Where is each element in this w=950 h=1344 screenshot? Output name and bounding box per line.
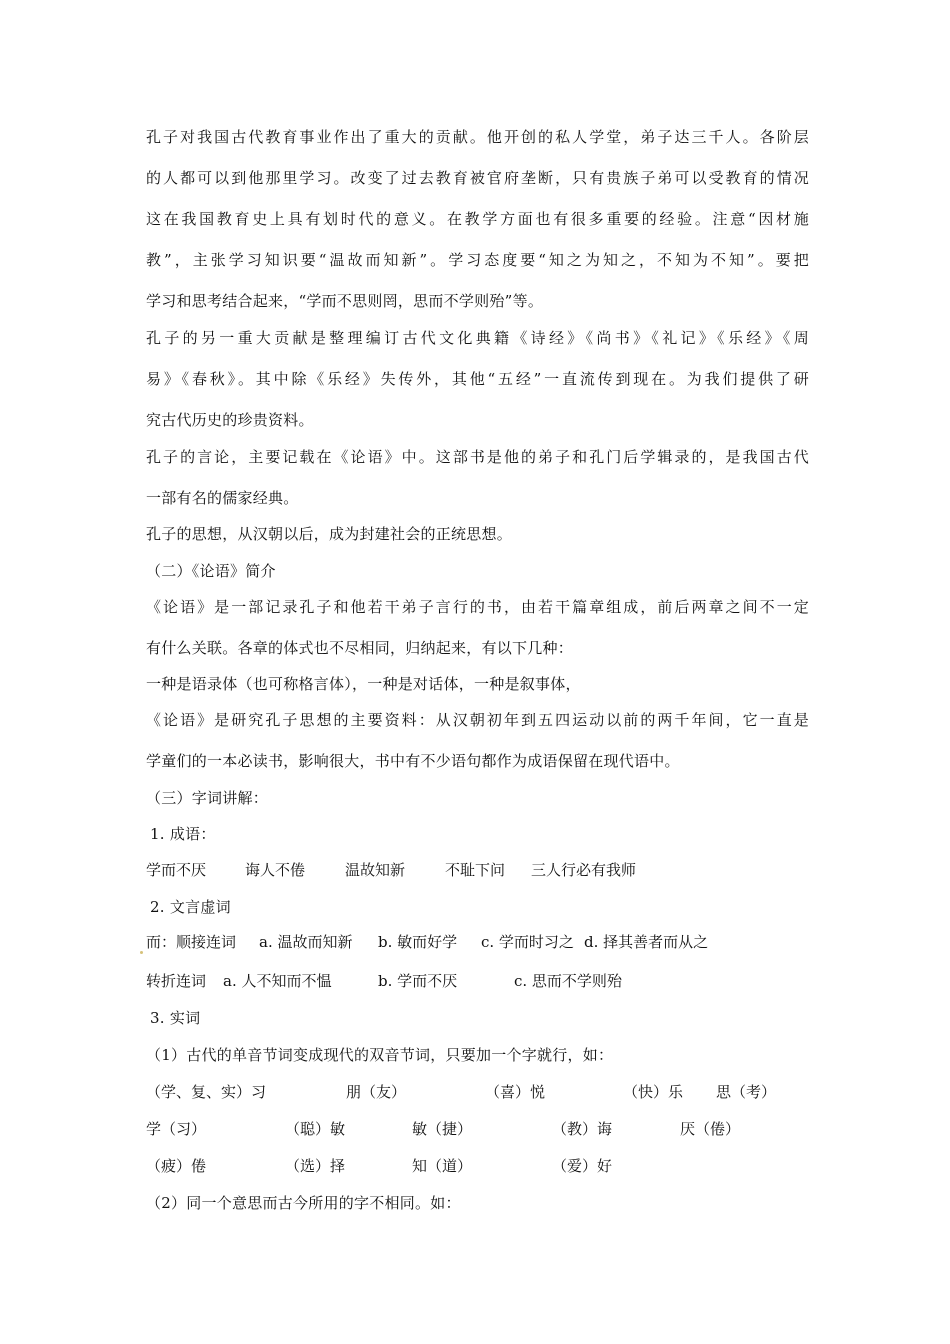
xuci-lead: 而：顺接连词: [146, 933, 237, 951]
subsection-heading: 1. 成语：: [150, 825, 216, 843]
paragraph-line: 学习和思考结合起来，“学而不思则罔，思而不学则殆”等。: [146, 292, 544, 310]
xuci-example: c. 学而时习之: [481, 933, 574, 951]
paragraph-line: 的人都可以到他那里学习。改变了过去教育被官府垄断，只有贵族子弟可以受教育的情况: [146, 169, 809, 187]
idiom: 诲人不倦: [245, 861, 306, 879]
word-item: （快）乐: [623, 1083, 684, 1101]
word-item: 知（道）: [412, 1157, 473, 1175]
paragraph-line: （2）同一个意思而古今所用的字不相同。如：: [146, 1194, 461, 1212]
idiom: 学而不厌: [146, 861, 207, 879]
word-item: （爱）好: [552, 1157, 613, 1175]
subsection-heading: 2. 文言虚词: [150, 898, 231, 916]
paragraph-line: 孔子的思想，从汉朝以后，成为封建社会的正统思想。: [146, 525, 513, 543]
xuci-example: d. 择其善者而从之: [584, 933, 709, 951]
word-item: （疲）倦: [146, 1157, 207, 1175]
word-item: （选）择: [285, 1157, 346, 1175]
xuci-example: a. 人不知而不愠: [223, 972, 332, 990]
paragraph-line: 学童们的一本必读书，影响很大，书中有不少语句都作为成语保留在现代语中。: [146, 752, 680, 770]
paragraph-line: 《论语》是研究孔子思想的主要资料：从汉朝初年到五四运动以前的两千年间，它一直是: [146, 711, 809, 729]
xuci-example: c. 思而不学则殆: [514, 972, 622, 990]
xuci-example: a. 温故而知新: [259, 933, 353, 951]
paragraph-line: 一种是语录体（也可称格言体），一种是对话体，一种是叙事体，: [146, 675, 581, 693]
word-item: 学（习）: [146, 1120, 207, 1138]
word-item: （学、复、实）习: [146, 1083, 267, 1101]
paragraph-line: 这在我国教育史上具有划时代的意义。在教学方面也有很多重要的经验。注意“因材施: [146, 210, 809, 228]
section-heading: （三）字词讲解：: [146, 789, 269, 807]
paragraph-line: （1）古代的单音节词变成现代的双音节词，只要加一个字就行，如：: [146, 1046, 614, 1064]
idiom: 不耻下问: [445, 861, 506, 879]
idiom: 温故知新: [345, 861, 406, 879]
paragraph-line: 一部有名的儒家经典。: [146, 489, 299, 507]
word-item: （聪）敏: [285, 1120, 346, 1138]
xuci-example: b. 学而不厌: [378, 972, 458, 990]
paragraph-line: 《论语》是一部记录孔子和他若干弟子言行的书，由若干篇章组成，前后两章之间不一定: [146, 598, 809, 616]
paragraph-line: 孔子对我国古代教育事业作出了重大的贡献。他开创的私人学堂，弟子达三千人。各阶层: [146, 128, 809, 146]
word-item: 朋（友）: [346, 1083, 407, 1101]
paragraph-line: 教”，主张学习知识要“温故而知新”。学习态度要“知之为知之，不知为不知”。要把: [146, 251, 809, 269]
word-item: 厌（倦）: [680, 1120, 741, 1138]
paragraph-line: 有什么关联。各章的体式也不尽相同，归纳起来，有以下几种：: [146, 639, 574, 657]
paragraph-line: 孔子的另一重大贡献是整理编订古代文化典籍《诗经》《尚书》《礼记》《乐经》《周: [146, 329, 809, 347]
word-item: 思（考）: [716, 1083, 777, 1101]
idiom: 三人行必有我师: [531, 861, 637, 879]
word-item: （教）诲: [552, 1120, 613, 1138]
paragraph-line: 究古代历史的珍贵资料。: [146, 411, 314, 429]
paragraph-line: 易》《春秋》。其中除《乐经》失传外，其他“五经”一直流传到现在。为我们提供了研: [146, 370, 809, 388]
xuci-lead: 转折连词: [146, 972, 207, 990]
xuci-example: b. 敏而好学: [378, 933, 458, 951]
subsection-heading: 3. 实词: [150, 1009, 201, 1027]
word-item: （喜）悦: [485, 1083, 546, 1101]
word-item: 敏（捷）: [412, 1120, 473, 1138]
stray-mark: [140, 951, 143, 954]
paragraph-line: 孔子的言论，主要记载在《论语》中。这部书是他的弟子和孔门后学辑录的，是我国古代: [146, 448, 809, 466]
section-heading: （二）《论语》简介: [146, 562, 276, 580]
